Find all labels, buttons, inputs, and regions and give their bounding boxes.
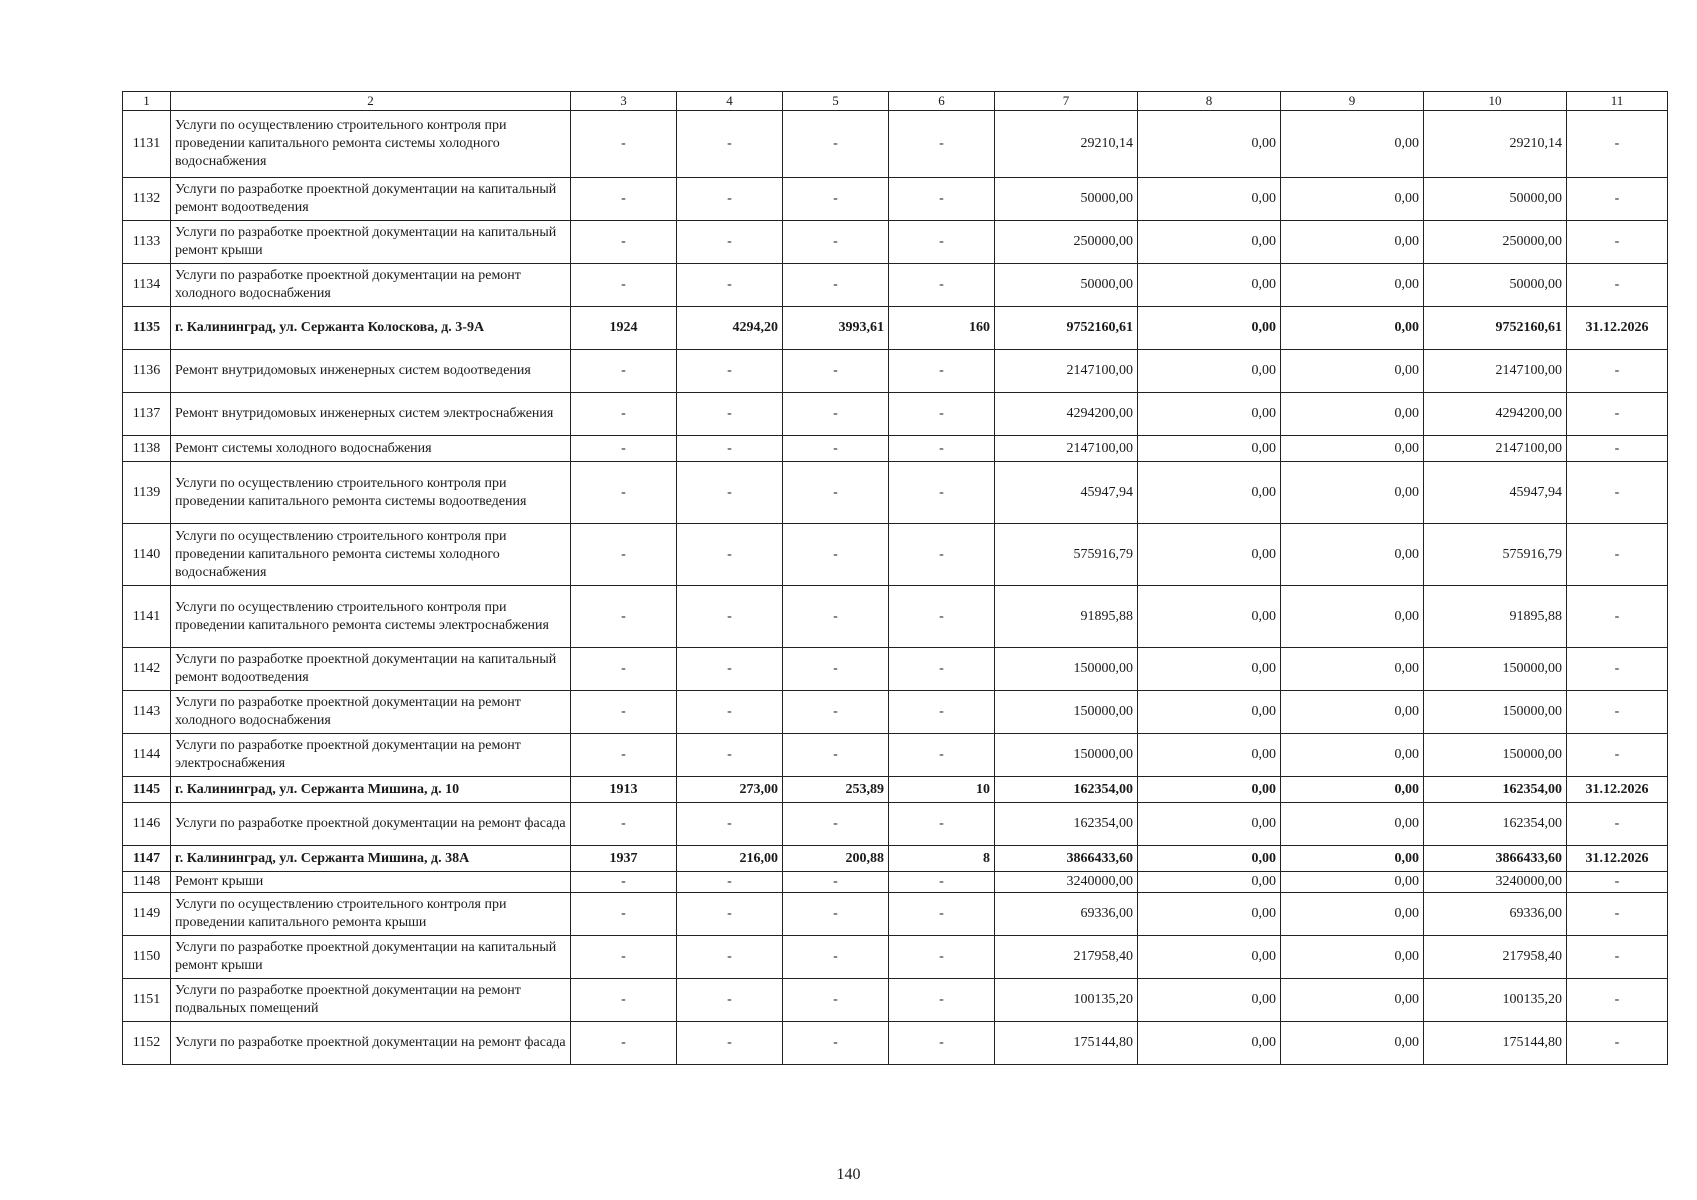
- col6-cell: -: [889, 648, 995, 691]
- col7-cell: 150000,00: [995, 734, 1138, 777]
- col7-cell: 162354,00: [995, 803, 1138, 846]
- table-row: [123, 1022, 1668, 1065]
- col7-cell: 4294200,00: [995, 393, 1138, 436]
- col3-cell: -: [571, 691, 677, 734]
- col10-cell: 2147100,00: [1424, 436, 1567, 462]
- col7-cell: 162354,00: [995, 777, 1138, 803]
- col4-cell: 4294,20: [677, 307, 783, 350]
- header-cell: 8: [1138, 92, 1281, 111]
- col9-cell: 0,00: [1281, 936, 1424, 979]
- table-row: [123, 936, 1668, 979]
- col7-cell: 3866433,60: [995, 846, 1138, 872]
- table-row: [123, 648, 1668, 691]
- col6-cell: -: [889, 586, 995, 648]
- col8-cell: 0,00: [1138, 393, 1281, 436]
- table-row: [123, 307, 1668, 350]
- table-row: [123, 691, 1668, 734]
- col5-cell: -: [783, 734, 889, 777]
- col3-cell: -: [571, 264, 677, 307]
- row-number-cell: 1134: [123, 264, 171, 307]
- col5-cell: -: [783, 586, 889, 648]
- col8-cell: 0,00: [1138, 893, 1281, 936]
- col11-cell: -: [1567, 586, 1668, 648]
- col3-cell: -: [571, 1022, 677, 1065]
- col7-cell: 217958,40: [995, 936, 1138, 979]
- table-row: [123, 221, 1668, 264]
- col7-cell: 575916,79: [995, 524, 1138, 586]
- row-number-cell: 1131: [123, 111, 171, 178]
- col3-cell: -: [571, 648, 677, 691]
- col7-cell: 3240000,00: [995, 872, 1138, 893]
- col11-cell: -: [1567, 393, 1668, 436]
- col10-cell: 29210,14: [1424, 111, 1567, 178]
- description-cell: г. Калининград, ул. Сержанта Мишина, д. 38А: [171, 846, 571, 872]
- table-row: [123, 462, 1668, 524]
- row-number-cell: 1149: [123, 893, 171, 936]
- col3-cell: -: [571, 436, 677, 462]
- col10-cell: 150000,00: [1424, 734, 1567, 777]
- row-number-cell: 1144: [123, 734, 171, 777]
- col10-cell: 3866433,60: [1424, 846, 1567, 872]
- description-cell: Ремонт системы холодного водоснабжения: [171, 436, 571, 462]
- col5-cell: 200,88: [783, 846, 889, 872]
- row-number-cell: 1135: [123, 307, 171, 350]
- col3-cell: -: [571, 350, 677, 393]
- col9-cell: 0,00: [1281, 307, 1424, 350]
- col4-cell: 216,00: [677, 846, 783, 872]
- col5-cell: -: [783, 803, 889, 846]
- description-cell: Услуги по разработке проектной документации на капитальный ремонт крыши: [171, 936, 571, 979]
- col6-cell: -: [889, 221, 995, 264]
- col10-cell: 45947,94: [1424, 462, 1567, 524]
- col8-cell: 0,00: [1138, 350, 1281, 393]
- row-number-cell: 1140: [123, 524, 171, 586]
- col3-cell: -: [571, 936, 677, 979]
- col9-cell: 0,00: [1281, 221, 1424, 264]
- header-cell: 10: [1424, 92, 1567, 111]
- col5-cell: -: [783, 872, 889, 893]
- col10-cell: 150000,00: [1424, 648, 1567, 691]
- table-row: [123, 178, 1668, 221]
- col11-cell: -: [1567, 979, 1668, 1022]
- col5-cell: -: [783, 350, 889, 393]
- col11-cell: -: [1567, 893, 1668, 936]
- row-number-cell: 1133: [123, 221, 171, 264]
- row-number-cell: 1132: [123, 178, 171, 221]
- col7-cell: 2147100,00: [995, 436, 1138, 462]
- table-row: [123, 350, 1668, 393]
- col11-cell: -: [1567, 350, 1668, 393]
- col5-cell: 253,89: [783, 777, 889, 803]
- col10-cell: 250000,00: [1424, 221, 1567, 264]
- col9-cell: 0,00: [1281, 111, 1424, 178]
- description-cell: Услуги по осуществлению строительного контроля при проведении капитального ремонта системы холодного водоснабжения: [171, 524, 571, 586]
- row-number-cell: 1137: [123, 393, 171, 436]
- col7-cell: 50000,00: [995, 264, 1138, 307]
- col3-cell: -: [571, 803, 677, 846]
- col5-cell: -: [783, 1022, 889, 1065]
- col10-cell: 150000,00: [1424, 691, 1567, 734]
- col8-cell: 0,00: [1138, 803, 1281, 846]
- col5-cell: -: [783, 936, 889, 979]
- col9-cell: 0,00: [1281, 846, 1424, 872]
- col9-cell: 0,00: [1281, 893, 1424, 936]
- table-row: [123, 872, 1668, 893]
- col4-cell: -: [677, 648, 783, 691]
- row-number-cell: 1136: [123, 350, 171, 393]
- data-table: [122, 91, 1668, 1065]
- col3-cell: -: [571, 393, 677, 436]
- col4-cell: -: [677, 393, 783, 436]
- col11-cell: -: [1567, 936, 1668, 979]
- col4-cell: -: [677, 979, 783, 1022]
- table-row: [123, 111, 1668, 178]
- col4-cell: -: [677, 462, 783, 524]
- col8-cell: 0,00: [1138, 777, 1281, 803]
- col5-cell: 3993,61: [783, 307, 889, 350]
- col6-cell: -: [889, 436, 995, 462]
- col9-cell: 0,00: [1281, 979, 1424, 1022]
- col4-cell: -: [677, 436, 783, 462]
- col6-cell: -: [889, 111, 995, 178]
- col6-cell: -: [889, 691, 995, 734]
- col8-cell: 0,00: [1138, 872, 1281, 893]
- col10-cell: 69336,00: [1424, 893, 1567, 936]
- header-cell: 5: [783, 92, 889, 111]
- col3-cell: 1924: [571, 307, 677, 350]
- description-cell: Ремонт крыши: [171, 872, 571, 893]
- col6-cell: -: [889, 178, 995, 221]
- col8-cell: 0,00: [1138, 734, 1281, 777]
- col8-cell: 0,00: [1138, 436, 1281, 462]
- col5-cell: -: [783, 648, 889, 691]
- row-number-cell: 1143: [123, 691, 171, 734]
- col3-cell: -: [571, 111, 677, 178]
- col11-cell: 31.12.2026: [1567, 307, 1668, 350]
- col11-cell: -: [1567, 691, 1668, 734]
- col11-cell: -: [1567, 111, 1668, 178]
- col4-cell: -: [677, 111, 783, 178]
- col8-cell: 0,00: [1138, 1022, 1281, 1065]
- col9-cell: 0,00: [1281, 393, 1424, 436]
- col7-cell: 150000,00: [995, 691, 1138, 734]
- col4-cell: -: [677, 221, 783, 264]
- col11-cell: 31.12.2026: [1567, 777, 1668, 803]
- description-cell: Услуги по разработке проектной документации на капитальный ремонт водоотведения: [171, 648, 571, 691]
- col4-cell: -: [677, 691, 783, 734]
- table-row: [123, 264, 1668, 307]
- col9-cell: 0,00: [1281, 1022, 1424, 1065]
- col7-cell: 175144,80: [995, 1022, 1138, 1065]
- table-row: [123, 586, 1668, 648]
- col5-cell: -: [783, 436, 889, 462]
- table-row: [123, 524, 1668, 586]
- col9-cell: 0,00: [1281, 586, 1424, 648]
- col6-cell: -: [889, 264, 995, 307]
- description-cell: Услуги по осуществлению строительного контроля при проведении капитального ремонта системы водоотведения: [171, 462, 571, 524]
- col10-cell: 50000,00: [1424, 178, 1567, 221]
- col5-cell: -: [783, 264, 889, 307]
- col11-cell: -: [1567, 803, 1668, 846]
- col10-cell: 100135,20: [1424, 979, 1567, 1022]
- col5-cell: -: [783, 178, 889, 221]
- table-row: [123, 436, 1668, 462]
- column-number-header-row: [123, 92, 1668, 111]
- col4-cell: -: [677, 734, 783, 777]
- row-number-cell: 1146: [123, 803, 171, 846]
- description-cell: Услуги по осуществлению строительного контроля при проведении капитального ремонта системы электроснабжения: [171, 586, 571, 648]
- description-cell: г. Калининград, ул. Сержанта Колоскова, д. 3-9А: [171, 307, 571, 350]
- col9-cell: 0,00: [1281, 264, 1424, 307]
- col10-cell: 50000,00: [1424, 264, 1567, 307]
- col3-cell: -: [571, 221, 677, 264]
- col6-cell: -: [889, 872, 995, 893]
- description-cell: Услуги по осуществлению строительного контроля при проведении капитального ремонта крыши: [171, 893, 571, 936]
- col3-cell: 1913: [571, 777, 677, 803]
- col8-cell: 0,00: [1138, 586, 1281, 648]
- col8-cell: 0,00: [1138, 462, 1281, 524]
- col6-cell: -: [889, 979, 995, 1022]
- table-row: [123, 803, 1668, 846]
- col6-cell: -: [889, 350, 995, 393]
- description-cell: г. Калининград, ул. Сержанта Мишина, д. 10: [171, 777, 571, 803]
- col11-cell: 31.12.2026: [1567, 846, 1668, 872]
- col9-cell: 0,00: [1281, 178, 1424, 221]
- col7-cell: 250000,00: [995, 221, 1138, 264]
- col8-cell: 0,00: [1138, 221, 1281, 264]
- col7-cell: 69336,00: [995, 893, 1138, 936]
- col7-cell: 100135,20: [995, 979, 1138, 1022]
- col10-cell: 575916,79: [1424, 524, 1567, 586]
- col4-cell: -: [677, 803, 783, 846]
- col9-cell: 0,00: [1281, 734, 1424, 777]
- col6-cell: -: [889, 524, 995, 586]
- header-cell: 7: [995, 92, 1138, 111]
- col7-cell: 50000,00: [995, 178, 1138, 221]
- description-cell: Услуги по разработке проектной документации на ремонт подвальных помещений: [171, 979, 571, 1022]
- row-number-cell: 1139: [123, 462, 171, 524]
- col3-cell: -: [571, 462, 677, 524]
- row-number-cell: 1150: [123, 936, 171, 979]
- col8-cell: 0,00: [1138, 111, 1281, 178]
- col3-cell: -: [571, 979, 677, 1022]
- header-cell: 4: [677, 92, 783, 111]
- col9-cell: 0,00: [1281, 648, 1424, 691]
- description-cell: Услуги по разработке проектной документации на ремонт фасада: [171, 1022, 571, 1065]
- table-row: [123, 777, 1668, 803]
- header-cell: 1: [123, 92, 171, 111]
- col5-cell: -: [783, 524, 889, 586]
- col7-cell: 150000,00: [995, 648, 1138, 691]
- col4-cell: -: [677, 524, 783, 586]
- col5-cell: -: [783, 393, 889, 436]
- col6-cell: -: [889, 1022, 995, 1065]
- col6-cell: -: [889, 803, 995, 846]
- col10-cell: 4294200,00: [1424, 393, 1567, 436]
- col5-cell: -: [783, 691, 889, 734]
- col8-cell: 0,00: [1138, 691, 1281, 734]
- row-number-cell: 1142: [123, 648, 171, 691]
- col9-cell: 0,00: [1281, 462, 1424, 524]
- col8-cell: 0,00: [1138, 979, 1281, 1022]
- col4-cell: -: [677, 178, 783, 221]
- col4-cell: -: [677, 893, 783, 936]
- col5-cell: -: [783, 221, 889, 264]
- col7-cell: 9752160,61: [995, 307, 1138, 350]
- description-cell: Услуги по разработке проектной документации на ремонт холодного водоснабжения: [171, 264, 571, 307]
- col8-cell: 0,00: [1138, 264, 1281, 307]
- row-number-cell: 1138: [123, 436, 171, 462]
- col6-cell: 160: [889, 307, 995, 350]
- col3-cell: 1937: [571, 846, 677, 872]
- col8-cell: 0,00: [1138, 648, 1281, 691]
- col10-cell: 162354,00: [1424, 777, 1567, 803]
- col11-cell: -: [1567, 1022, 1668, 1065]
- col4-cell: -: [677, 350, 783, 393]
- col3-cell: -: [571, 178, 677, 221]
- col11-cell: -: [1567, 648, 1668, 691]
- col8-cell: 0,00: [1138, 846, 1281, 872]
- row-number-cell: 1147: [123, 846, 171, 872]
- description-cell: Ремонт внутридомовых инженерных систем электроснабжения: [171, 393, 571, 436]
- col4-cell: -: [677, 264, 783, 307]
- header-cell: 2: [171, 92, 571, 111]
- row-number-cell: 1151: [123, 979, 171, 1022]
- col10-cell: 175144,80: [1424, 1022, 1567, 1065]
- col6-cell: -: [889, 393, 995, 436]
- col10-cell: 91895,88: [1424, 586, 1567, 648]
- col6-cell: -: [889, 893, 995, 936]
- col11-cell: -: [1567, 734, 1668, 777]
- col9-cell: 0,00: [1281, 777, 1424, 803]
- table-row: [123, 393, 1668, 436]
- col9-cell: 0,00: [1281, 350, 1424, 393]
- col6-cell: -: [889, 734, 995, 777]
- col5-cell: -: [783, 979, 889, 1022]
- table-row: [123, 979, 1668, 1022]
- table-row: [123, 846, 1668, 872]
- col8-cell: 0,00: [1138, 524, 1281, 586]
- col11-cell: -: [1567, 221, 1668, 264]
- description-cell: Услуги по разработке проектной документации на капитальный ремонт крыши: [171, 221, 571, 264]
- col11-cell: -: [1567, 524, 1668, 586]
- col8-cell: 0,00: [1138, 307, 1281, 350]
- col4-cell: -: [677, 1022, 783, 1065]
- col9-cell: 0,00: [1281, 691, 1424, 734]
- table-row: [123, 893, 1668, 936]
- col11-cell: -: [1567, 872, 1668, 893]
- col4-cell: -: [677, 936, 783, 979]
- col5-cell: -: [783, 893, 889, 936]
- col10-cell: 2147100,00: [1424, 350, 1567, 393]
- description-cell: Услуги по разработке проектной документации на ремонт электроснабжения: [171, 734, 571, 777]
- description-cell: Услуги по разработке проектной документации на ремонт холодного водоснабжения: [171, 691, 571, 734]
- col9-cell: 0,00: [1281, 872, 1424, 893]
- description-cell: Услуги по разработке проектной документации на ремонт фасада: [171, 803, 571, 846]
- col6-cell: 8: [889, 846, 995, 872]
- col11-cell: -: [1567, 178, 1668, 221]
- header-cell: 9: [1281, 92, 1424, 111]
- description-cell: Услуги по осуществлению строительного контроля при проведении капитального ремонта системы холодного водоснабжения: [171, 111, 571, 178]
- col6-cell: 10: [889, 777, 995, 803]
- col8-cell: 0,00: [1138, 178, 1281, 221]
- col3-cell: -: [571, 734, 677, 777]
- col6-cell: -: [889, 936, 995, 979]
- col4-cell: -: [677, 586, 783, 648]
- col9-cell: 0,00: [1281, 436, 1424, 462]
- col11-cell: -: [1567, 462, 1668, 524]
- col3-cell: -: [571, 893, 677, 936]
- header-cell: 11: [1567, 92, 1668, 111]
- page-number: 140: [836, 1166, 861, 1183]
- col3-cell: -: [571, 586, 677, 648]
- header-cell: 6: [889, 92, 995, 111]
- description-cell: Услуги по разработке проектной документации на капитальный ремонт водоотведения: [171, 178, 571, 221]
- col10-cell: 162354,00: [1424, 803, 1567, 846]
- col4-cell: -: [677, 872, 783, 893]
- col3-cell: -: [571, 872, 677, 893]
- col11-cell: -: [1567, 436, 1668, 462]
- row-number-cell: 1148: [123, 872, 171, 893]
- col4-cell: 273,00: [677, 777, 783, 803]
- col5-cell: -: [783, 111, 889, 178]
- col7-cell: 2147100,00: [995, 350, 1138, 393]
- row-number-cell: 1141: [123, 586, 171, 648]
- col7-cell: 45947,94: [995, 462, 1138, 524]
- col7-cell: 91895,88: [995, 586, 1138, 648]
- col3-cell: -: [571, 524, 677, 586]
- table-row: [123, 734, 1668, 777]
- col9-cell: 0,00: [1281, 803, 1424, 846]
- col9-cell: 0,00: [1281, 524, 1424, 586]
- col10-cell: 3240000,00: [1424, 872, 1567, 893]
- row-number-cell: 1145: [123, 777, 171, 803]
- description-cell: Ремонт внутридомовых инженерных систем водоотведения: [171, 350, 571, 393]
- col6-cell: -: [889, 462, 995, 524]
- col11-cell: -: [1567, 264, 1668, 307]
- header-cell: 3: [571, 92, 677, 111]
- col5-cell: -: [783, 462, 889, 524]
- col10-cell: 9752160,61: [1424, 307, 1567, 350]
- col7-cell: 29210,14: [995, 111, 1138, 178]
- row-number-cell: 1152: [123, 1022, 171, 1065]
- col8-cell: 0,00: [1138, 936, 1281, 979]
- col10-cell: 217958,40: [1424, 936, 1567, 979]
